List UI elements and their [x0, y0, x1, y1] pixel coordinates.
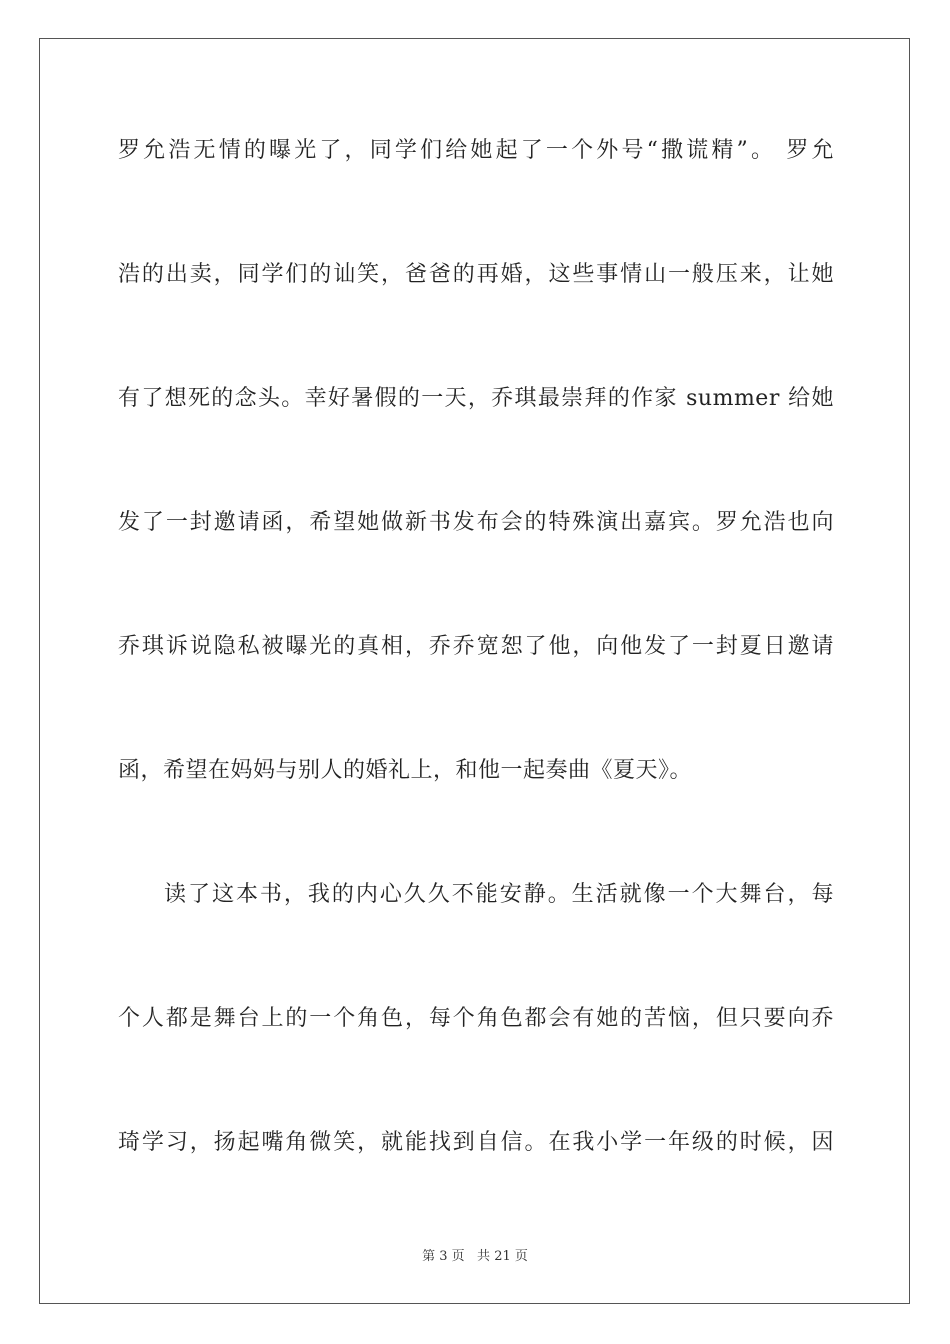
body-text-line: 个人都是舞台上的一个角色，每个角色都会有她的苦恼，但只要向乔	[118, 1006, 834, 1031]
page-number-footer: 第 3 页 共 21 页	[422, 1249, 528, 1264]
body-text-line: 琦学习，扬起嘴角微笑，就能找到自信。在我小学一年级的时候，因	[118, 1130, 834, 1155]
body-text-line: 发了一封邀请函，希望她做新书发布会的特殊演出嘉宾。罗允浩也向	[118, 510, 834, 535]
page-border	[39, 38, 910, 1304]
body-text-line: 有了想死的念头。幸好暑假的一天，乔琪最崇拜的作家 summer 给她	[118, 386, 834, 411]
body-text-line: 函，希望在妈妈与别人的婚礼上，和他一起奏曲《夏天》。	[118, 758, 693, 783]
body-text-line: 罗允浩无情的曝光了，同学们给她起了一个外号“撒谎精”。 罗允	[118, 138, 834, 163]
body-text-line: 浩的出卖，同学们的讪笑，爸爸的再婚，这些事情山一般压来，让她	[118, 262, 834, 287]
paragraph-first-line: 读了这本书，我的内心久久不能安静。生活就像一个大舞台，每	[164, 882, 834, 907]
body-text-line: 乔琪诉说隐私被曝光的真相，乔乔宽恕了他，向他发了一封夏日邀请	[118, 634, 834, 659]
